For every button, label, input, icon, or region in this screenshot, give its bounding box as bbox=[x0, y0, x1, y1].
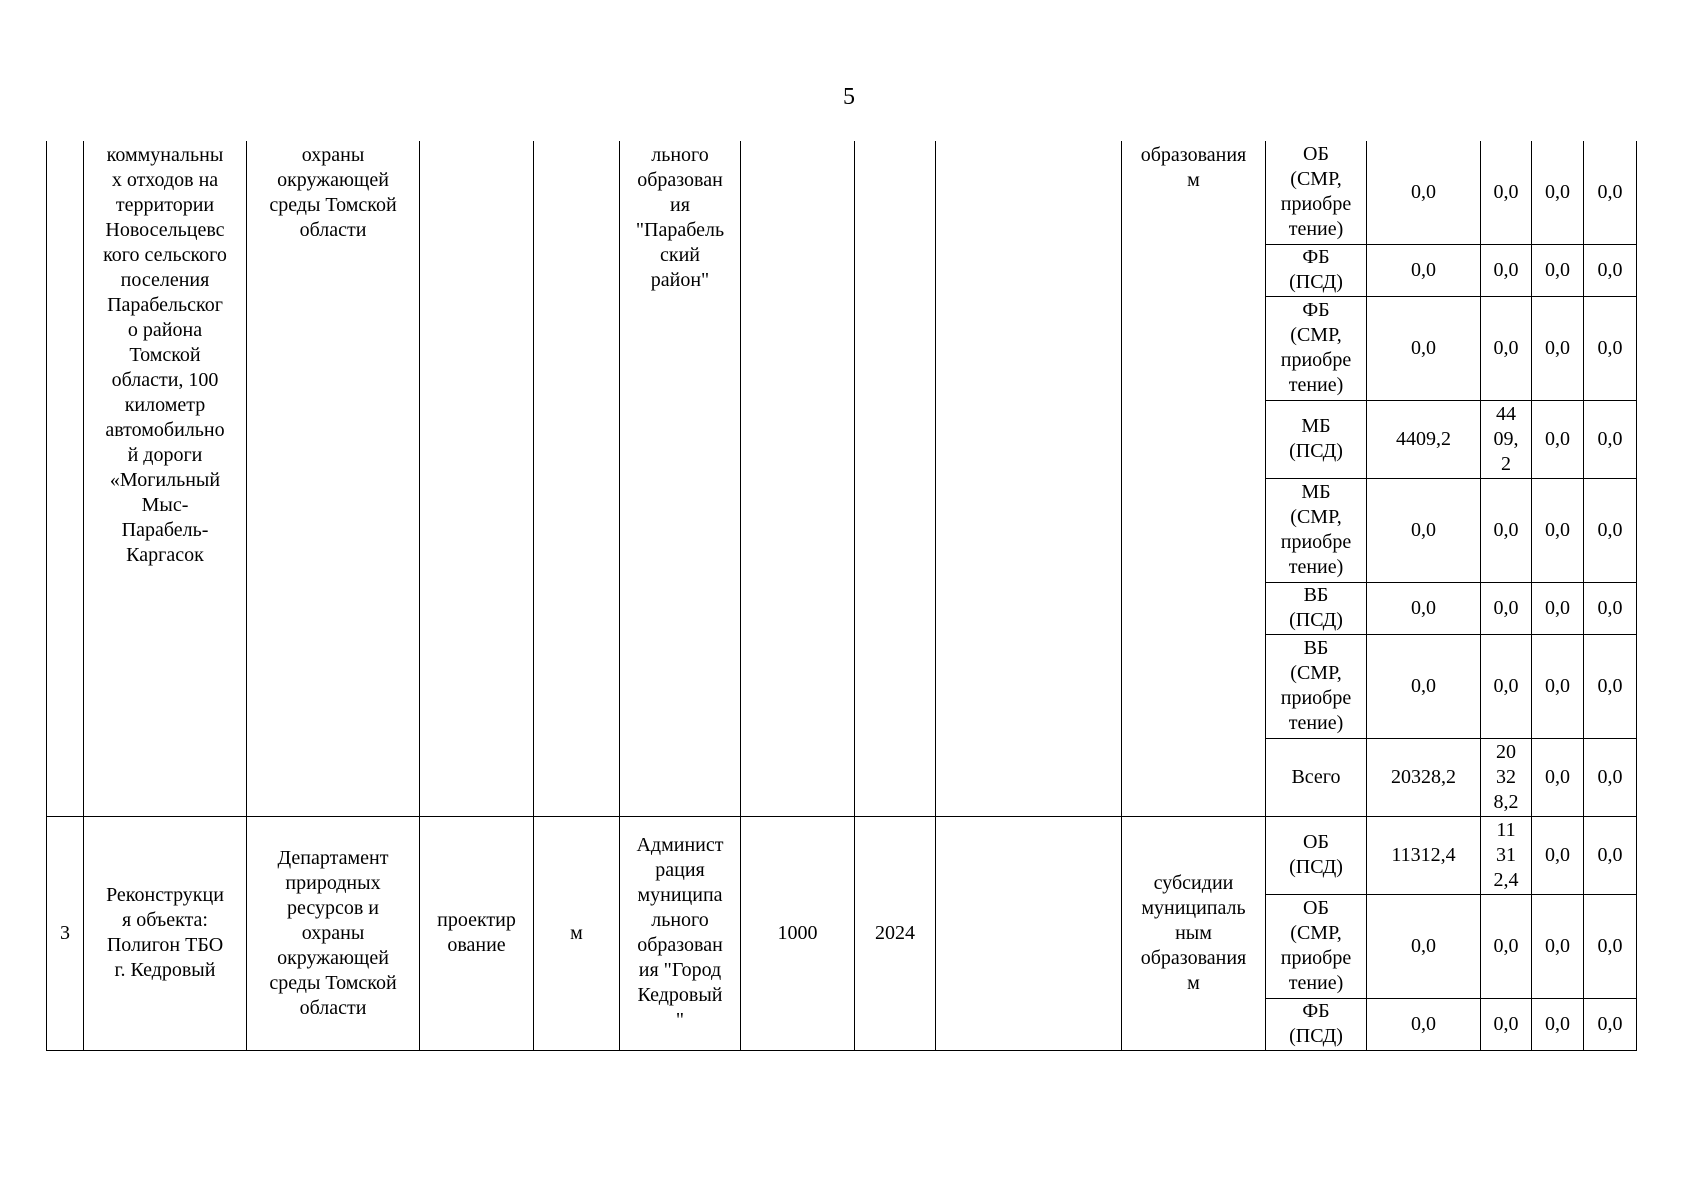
cell-year2: 0,0 bbox=[1532, 296, 1584, 400]
cell-extra bbox=[936, 816, 1122, 1050]
page-number: 5 bbox=[843, 84, 855, 110]
cell-total: 0,0 bbox=[1367, 244, 1481, 296]
cell-year1: 11 31 2,4 bbox=[1481, 816, 1532, 894]
cell-mechanism: субсидии муниципаль ным образования м bbox=[1122, 816, 1266, 1050]
cell-year3: 0,0 bbox=[1584, 634, 1637, 738]
cell-unit: м bbox=[534, 816, 620, 1050]
cell-year1: 0,0 bbox=[1481, 998, 1532, 1050]
cell-mechanism: образования м bbox=[1122, 141, 1266, 816]
cell-year3: 0,0 bbox=[1584, 998, 1637, 1050]
cell-source: МБ (ПСД) bbox=[1266, 400, 1367, 478]
cell-year1: 0,0 bbox=[1481, 141, 1532, 244]
cell-year: 2024 bbox=[855, 816, 936, 1050]
cell-total: 0,0 bbox=[1367, 141, 1481, 244]
cell-year1: 0,0 bbox=[1481, 634, 1532, 738]
cell-source: ОБ (СМР, приобре тение) bbox=[1266, 141, 1367, 244]
cell-year3: 0,0 bbox=[1584, 141, 1637, 244]
cell-year2: 0,0 bbox=[1532, 894, 1584, 998]
cell-total: 0,0 bbox=[1367, 582, 1481, 634]
cell-year1: 0,0 bbox=[1481, 582, 1532, 634]
cell-year1: 44 09, 2 bbox=[1481, 400, 1532, 478]
cell-total: 0,0 bbox=[1367, 894, 1481, 998]
cell-recipient: Админист рация муниципа льного образован ия "Город Кедровый " bbox=[620, 816, 741, 1050]
cell-year2: 0,0 bbox=[1532, 998, 1584, 1050]
cell-year3: 0,0 bbox=[1584, 296, 1637, 400]
cell-year bbox=[855, 141, 936, 816]
cell-year2: 0,0 bbox=[1532, 478, 1584, 582]
cell-year2: 0,0 bbox=[1532, 816, 1584, 894]
cell-object-name: Реконструкци я объекта: Полигон ТБО г. Кедровый bbox=[84, 816, 247, 1050]
cell-year3: 0,0 bbox=[1584, 894, 1637, 998]
cell-source: ВБ (СМР, приобре тение) bbox=[1266, 634, 1367, 738]
cell-num: 3 bbox=[47, 816, 84, 1050]
cell-source: ФБ (СМР, приобре тение) bbox=[1266, 296, 1367, 400]
cell-year2: 0,0 bbox=[1532, 141, 1584, 244]
cell-year2: 0,0 bbox=[1532, 400, 1584, 478]
cell-total: 11312,4 bbox=[1367, 816, 1481, 894]
cell-source: МБ (СМР, приобре тение) bbox=[1266, 478, 1367, 582]
cell-year3: 0,0 bbox=[1584, 816, 1637, 894]
cell-source: Всего bbox=[1266, 738, 1367, 816]
cell-year2: 0,0 bbox=[1532, 244, 1584, 296]
cell-source: ОБ (СМР, приобре тение) bbox=[1266, 894, 1367, 998]
cell-total: 0,0 bbox=[1367, 296, 1481, 400]
cell-year3: 0,0 bbox=[1584, 400, 1637, 478]
cell-stage: проектир ование bbox=[420, 816, 534, 1050]
cell-total: 0,0 bbox=[1367, 478, 1481, 582]
cell-total: 0,0 bbox=[1367, 634, 1481, 738]
program-table bbox=[46, 141, 1637, 1051]
table-row bbox=[47, 141, 1637, 244]
cell-year2: 0,0 bbox=[1532, 738, 1584, 816]
cell-unit bbox=[534, 141, 620, 816]
cell-year3: 0,0 bbox=[1584, 582, 1637, 634]
cell-year2: 0,0 bbox=[1532, 634, 1584, 738]
cell-source: ФБ (ПСД) bbox=[1266, 244, 1367, 296]
cell-stage bbox=[420, 141, 534, 816]
cell-year1: 0,0 bbox=[1481, 296, 1532, 400]
cell-year3: 0,0 bbox=[1584, 478, 1637, 582]
cell-year1: 0,0 bbox=[1481, 478, 1532, 582]
cell-source: ОБ (ПСД) bbox=[1266, 816, 1367, 894]
cell-extra bbox=[936, 141, 1122, 816]
table-row bbox=[47, 816, 1637, 894]
cell-year3: 0,0 bbox=[1584, 738, 1637, 816]
cell-recipient: льного образован ия "Парабель ский район" bbox=[620, 141, 741, 816]
cell-capacity: 1000 bbox=[741, 816, 855, 1050]
cell-year2: 0,0 bbox=[1532, 582, 1584, 634]
cell-year1: 0,0 bbox=[1481, 894, 1532, 998]
cell-total: 4409,2 bbox=[1367, 400, 1481, 478]
cell-total: 0,0 bbox=[1367, 998, 1481, 1050]
cell-customer: Департамент природных ресурсов и охраны окружающей среды Томской области bbox=[247, 816, 420, 1050]
cell-source: ФБ (ПСД) bbox=[1266, 998, 1367, 1050]
cell-num bbox=[47, 141, 84, 816]
cell-source: ВБ (ПСД) bbox=[1266, 582, 1367, 634]
cell-year3: 0,0 bbox=[1584, 244, 1637, 296]
cell-year1: 20 32 8,2 bbox=[1481, 738, 1532, 816]
cell-customer: охраны окружающей среды Томской области bbox=[247, 141, 420, 816]
cell-total: 20328,2 bbox=[1367, 738, 1481, 816]
cell-year1: 0,0 bbox=[1481, 244, 1532, 296]
cell-object-name: коммунальны х отходов на территории Новосельцевс кого сельского поселения Парабельског о района Томской области, 100 километр автомобильно й дороги «Могильный Мыс- Парабель- Каргасок bbox=[84, 141, 247, 816]
cell-capacity bbox=[741, 141, 855, 816]
